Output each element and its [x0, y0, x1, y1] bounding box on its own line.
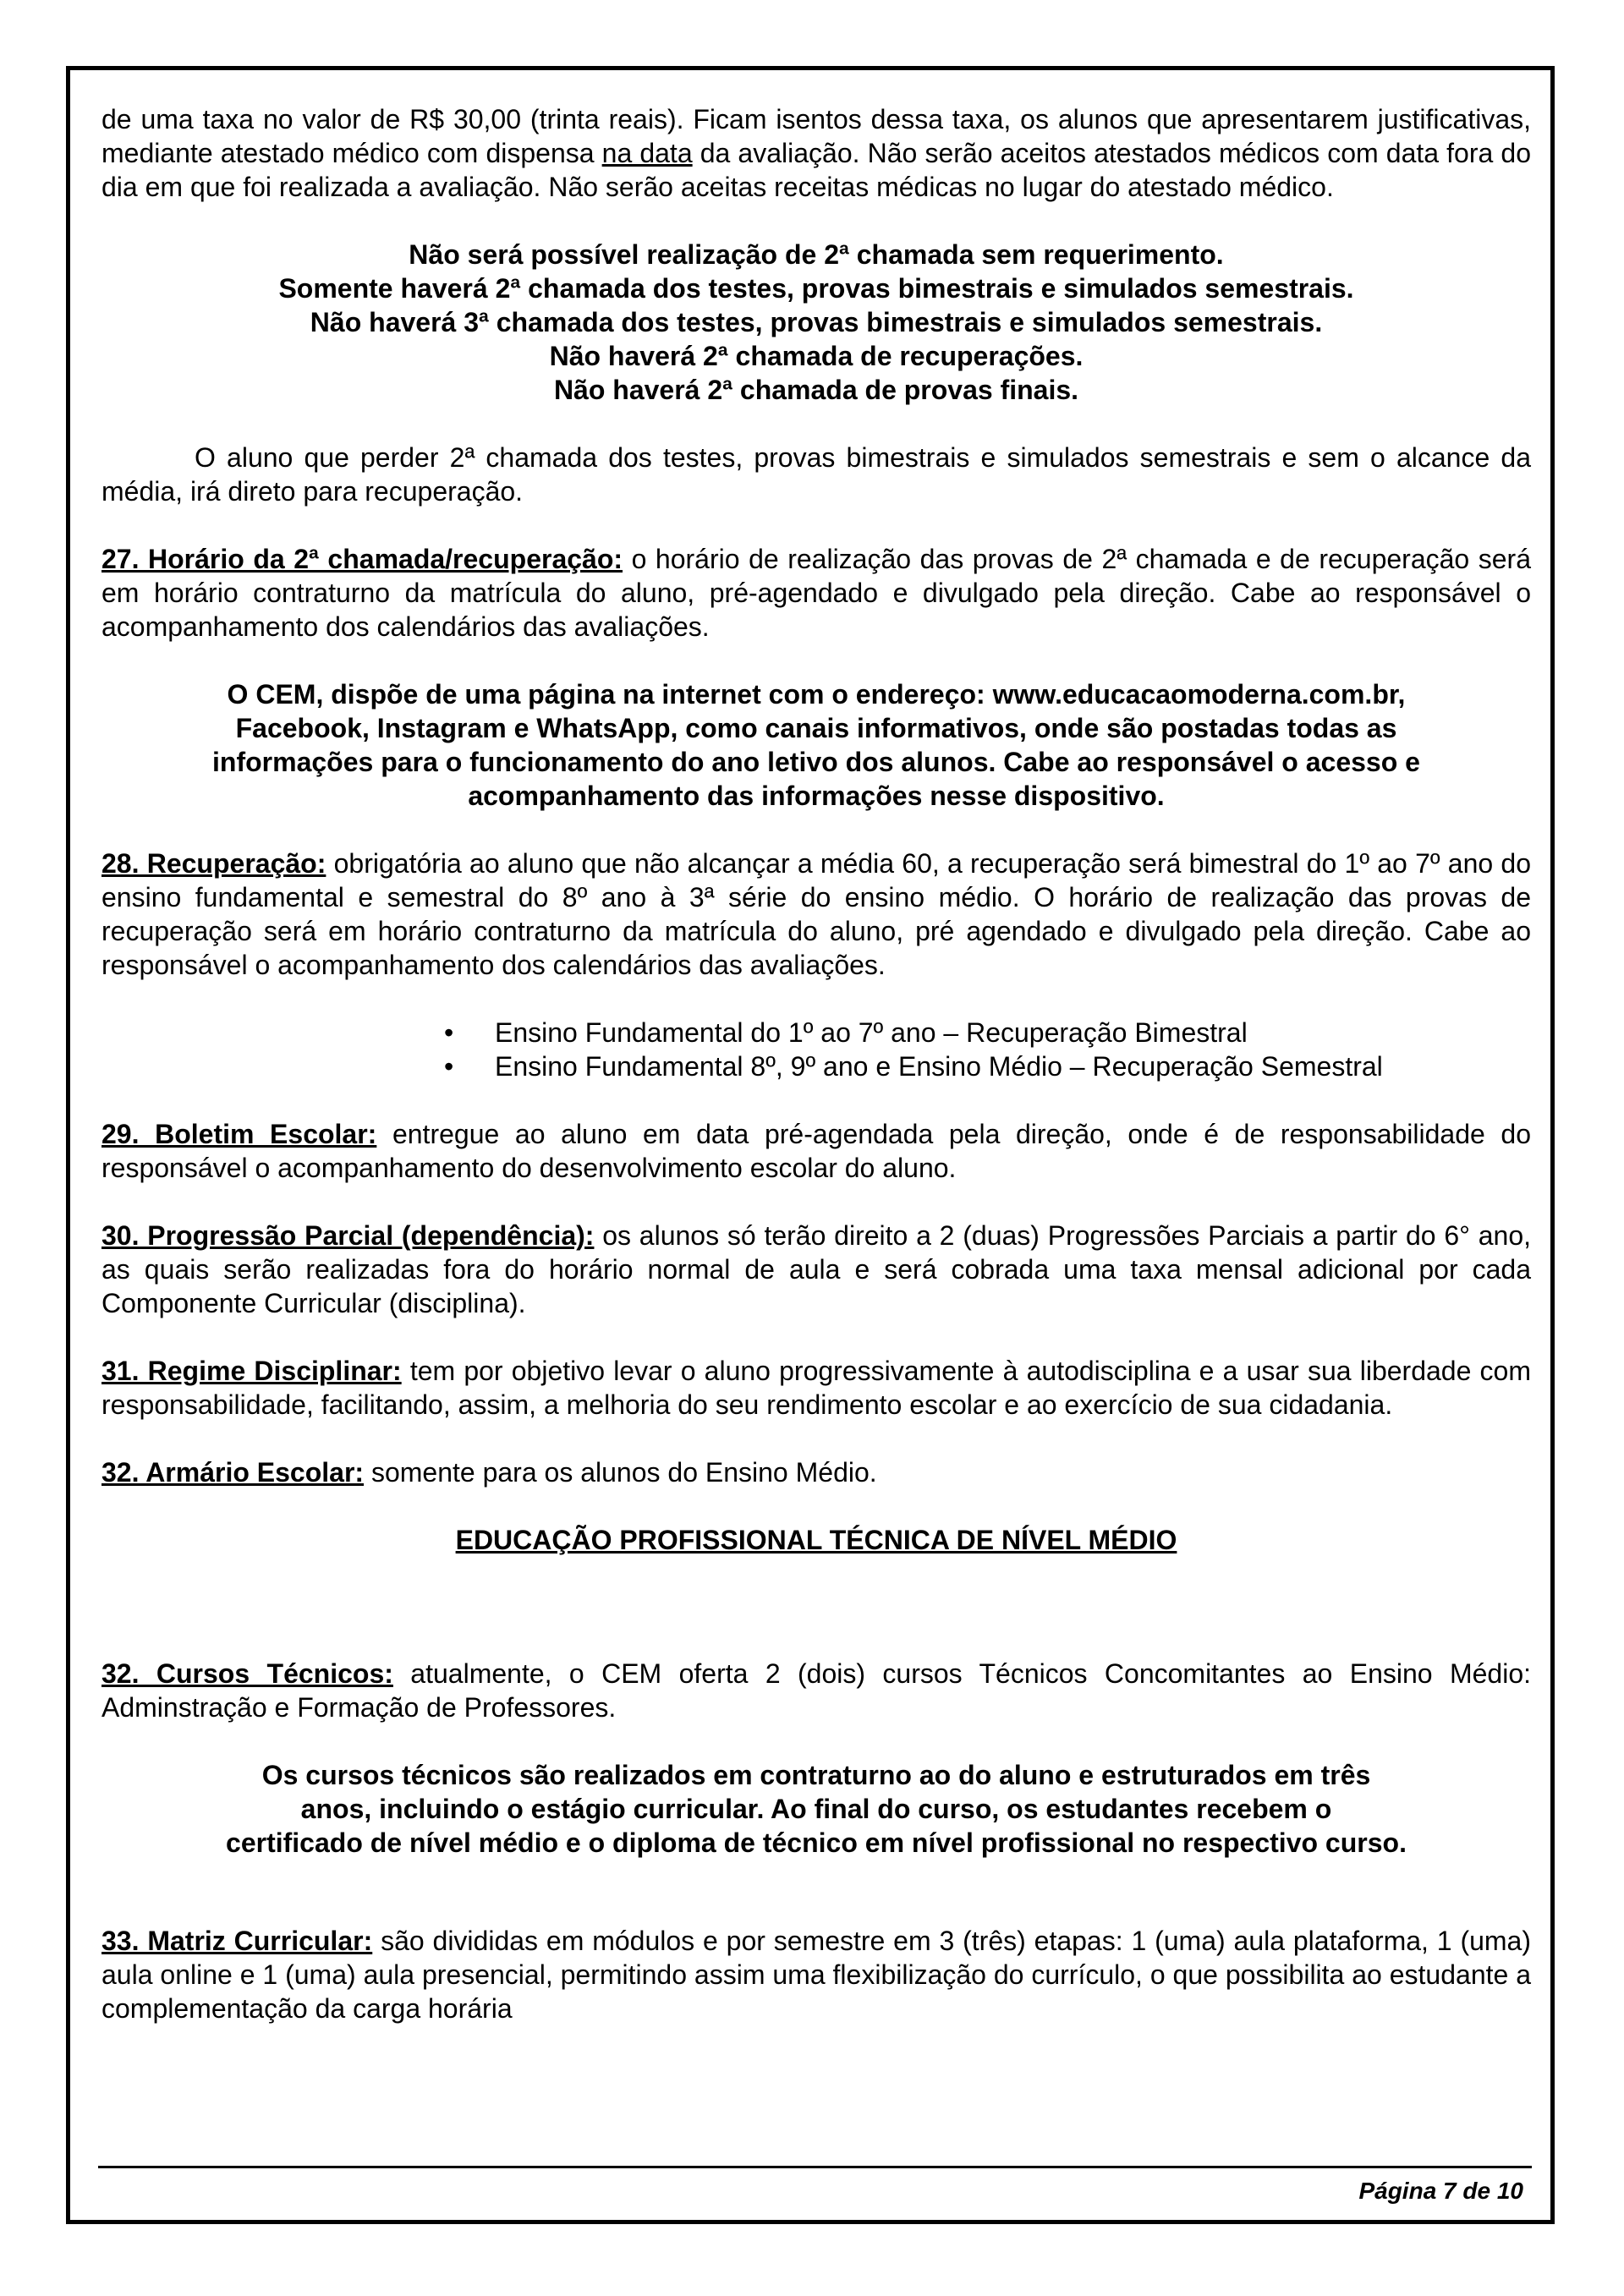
item-29-heading: 29. Boletim Escolar:: [102, 1119, 377, 1149]
item-30: 30. Progressão Parcial (dependência): os alunos só terão direito a 2 (duas) Progressões Parciais a partir do 6° ano, as quais serão realizadas fora do horário normal de aula e será cobrada uma taxa mensal adicional por cada Componente Curricular (disciplina).: [102, 1220, 1532, 1318]
page-number: Página 7 de 10: [1358, 2178, 1523, 2204]
item-31: 31. Regime Disciplinar: tem por objetivo levar o aluno progressivamente à autodisciplina e a usar sua liberdade com responsabilidade, facilitando, assim, a melhoria do seu rendimento escolar e ao exercício de sua cidadania.: [102, 1356, 1532, 1420]
missed-second-call-paragraph: O aluno que perder 2ª chamada dos testes, provas bimestrais e simulados semestrais e sem o alcance da média, irá direto para recuperação.: [102, 442, 1531, 507]
page-frame: [66, 66, 1555, 2224]
notice-line: Facebook, Instagram e WhatsApp, como canais informativos, onde são postadas todas as: [235, 713, 1397, 743]
second-call-notices: [102, 238, 1531, 407]
item-32-locker-heading: 32. Armário Escolar:: [102, 1457, 365, 1488]
item-27: 27. Horário da 2ª chamada/recuperação: o horário de realização das provas de 2ª chamada e de recuperação será em horário contraturno da matrícula do aluno, pré-agendado e divulgado pela direção. Cabe ao responsável o acompanhamento dos calendários das avaliações.: [102, 544, 1532, 642]
notice-line: Não haverá 2ª chamada de recuperações.: [549, 341, 1084, 371]
notice-line: Não haverá 2ª chamada de provas finais.: [553, 375, 1079, 405]
item-28-heading: 28. Recuperação:: [102, 848, 326, 879]
item-32-courses-heading: 32. Cursos Técnicos:: [102, 1658, 393, 1689]
cem-website-notice: [102, 677, 1531, 813]
notice-line: informações para o funcionamento do ano letivo dos alunos. Cabe ao responsável o acesso e: [212, 747, 1420, 777]
item-32-locker: 32. Armário Escolar: somente para os alunos do Ensino Médio.: [102, 1457, 877, 1488]
document-body: [102, 102, 1531, 2025]
notice-line: Não haverá 3ª chamada dos testes, provas bimestrais e simulados semestrais.: [310, 307, 1323, 337]
item-31-heading: 31. Regime Disciplinar:: [102, 1356, 402, 1386]
list-item: • Ensino Fundamental do 1º ao 7º ano – Recuperação Bimestral: [444, 1016, 1531, 1049]
courses-notice: [102, 1758, 1531, 1860]
notice-line: anos, incluindo o estágio curricular. Ao final do curso, os estudantes recebem o: [300, 1794, 1332, 1824]
notice-line: Não será possível realização de 2ª chamada sem requerimento.: [409, 239, 1224, 270]
section-title: EDUCAÇÃO PROFISSIONAL TÉCNICA DE NÍVEL MÉDIO: [455, 1525, 1177, 1555]
item-32-courses: 32. Cursos Técnicos: atualmente, o CEM oferta 2 (dois) cursos Técnicos Concomitantes ao Ensino Médio: Adminstração e Formação de Professores.: [102, 1658, 1532, 1723]
notice-line: acompanhamento das informações nesse dispositivo.: [468, 781, 1165, 811]
notice-line: certificado de nível médio e o diploma de técnico em nível profissional no respectivo curso.: [226, 1827, 1407, 1858]
notice-line: Somente haverá 2ª chamada dos testes, provas bimestrais e simulados semestrais.: [278, 273, 1354, 304]
notice-line: Os cursos técnicos são realizados em contraturno ao do aluno e estruturados em três: [261, 1760, 1371, 1790]
item-27-heading: 27. Horário da 2ª chamada/recuperação:: [102, 544, 623, 574]
notice-line: O CEM, dispõe de uma página na internet com o endereço: www.educacaomoderna.com.br,: [227, 679, 1406, 710]
item-33-heading: 33. Matriz Curricular:: [102, 1926, 373, 1956]
item-33: 33. Matriz Curricular: são divididas em módulos e por semestre em 3 (três) etapas: 1 (uma) aula plataforma, 1 (uma) aula online e 1 (uma) aula presencial, permitindo assim uma flexibilização do currículo, o que possibilita ao estudante a complementação da carga horária: [102, 1926, 1532, 2024]
recovery-bullet-list: [102, 1016, 1531, 1083]
list-item: • Ensino Fundamental 8º, 9º ano e Ensino Médio – Recuperação Semestral: [444, 1049, 1531, 1083]
item-28: 28. Recuperação: obrigatória ao aluno que não alcançar a média 60, a recuperação será bimestral do 1º ao 7º ano do ensino fundamental e semestral do 8º ano à 3ª série do ensino médio. O horário de realização das provas de recuperação será em horário contraturno da matrícula do aluno, pré agendado e divulgado pela direção. Cabe ao responsável o acompanhamento dos calendários das avaliações.: [102, 848, 1532, 980]
item-30-heading: 30. Progressão Parcial (dependência):: [102, 1220, 595, 1251]
footer-divider: [98, 2166, 1532, 2168]
item-29: 29. Boletim Escolar: entregue ao aluno em data pré-agendada pela direção, onde é de responsabilidade do responsável o acompanhamento do desenvolvimento escolar do aluno.: [102, 1119, 1532, 1183]
underlined-date: na data: [601, 138, 693, 168]
intro-paragraph: de uma taxa no valor de R$ 30,00 (trinta reais). Ficam isentos dessa taxa, os alunos que apresentarem justificativas, mediante atestado médico com dispensa na data da avaliação. Não serão aceitos atestados médicos com data fora do dia em que foi realizada a avaliação. Não serão aceitas receitas médicas no lugar do atestado médico.: [102, 104, 1532, 202]
